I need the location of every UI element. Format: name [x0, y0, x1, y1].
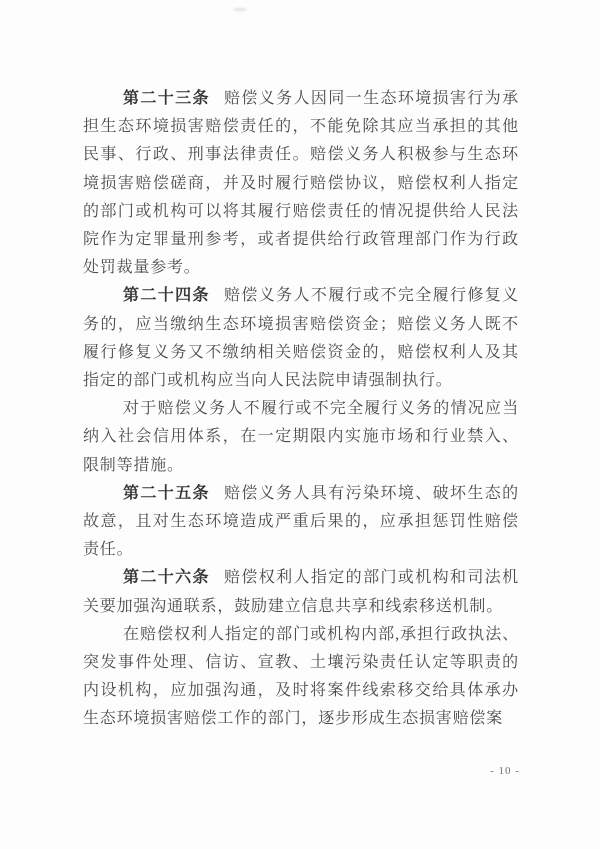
paragraph-text: 赔偿权利人指定的部门或机构和司法机关要加强沟通联系，鼓励建立信息共享和线索移送机制。 [83, 569, 519, 615]
paragraph [83, 395, 519, 480]
paragraph [83, 85, 519, 282]
scan-artifact [234, 8, 246, 11]
paragraph-text: 赔偿义务人因同一生态环境损害行为承担生态环境损害赔偿责任的，不能免除其应当承担的其他民事、行政、刑事法律责任。赔偿义务人积极参与生态环境损害赔偿磋商，并及时履行赔偿协议，赔偿权利人指定的部门或机构可以将其履行赔偿责任的情况提供给人民法院作为定罪量刑参考，或者提供给行政管理部门作为行政处罚裁量参考。 [83, 90, 519, 277]
paragraph-text: 在赔偿权利人指定的部门或机构内部,承担行政执法、突发事件处理、信访、宣教、土壤污染责任认定等职责的内设机构，应加强沟通，及时将案件线索移交给具体承办生态环境损害赔偿工作的部门，逐步形成生态损害赔偿案 [83, 625, 519, 728]
paragraph-text: 对于赔偿义务人不履行或不完全履行义务的情况应当纳入社会信用体系，在一定期限内实施市场和行业禁入、限制等措施。 [83, 400, 519, 474]
paragraph-text: 赔偿义务人不履行或不完全履行修复义务的，应当缴纳生态环境损害赔偿资金；赔偿义务人既不履行修复义务又不缴纳相关赔偿资金的，赔偿权利人及其指定的部门或机构应当向人民法院申请强制执行。 [83, 287, 519, 390]
article-number: 第二十五条 [123, 484, 210, 502]
paragraph [83, 621, 519, 734]
article-number: 第二十六条 [123, 569, 210, 587]
paragraph [83, 282, 519, 395]
paragraph [83, 564, 519, 620]
document-body [83, 85, 519, 734]
paragraph [83, 480, 519, 565]
article-number: 第二十三条 [123, 90, 210, 107]
page-number: - 10 - [490, 765, 520, 777]
article-number: 第二十四条 [123, 287, 210, 305]
paragraph-text: 赔偿义务人具有污染环境、破坏生态的故意，且对生态环境造成严重后果的，应承担惩罚性赔偿责任。 [83, 484, 519, 559]
